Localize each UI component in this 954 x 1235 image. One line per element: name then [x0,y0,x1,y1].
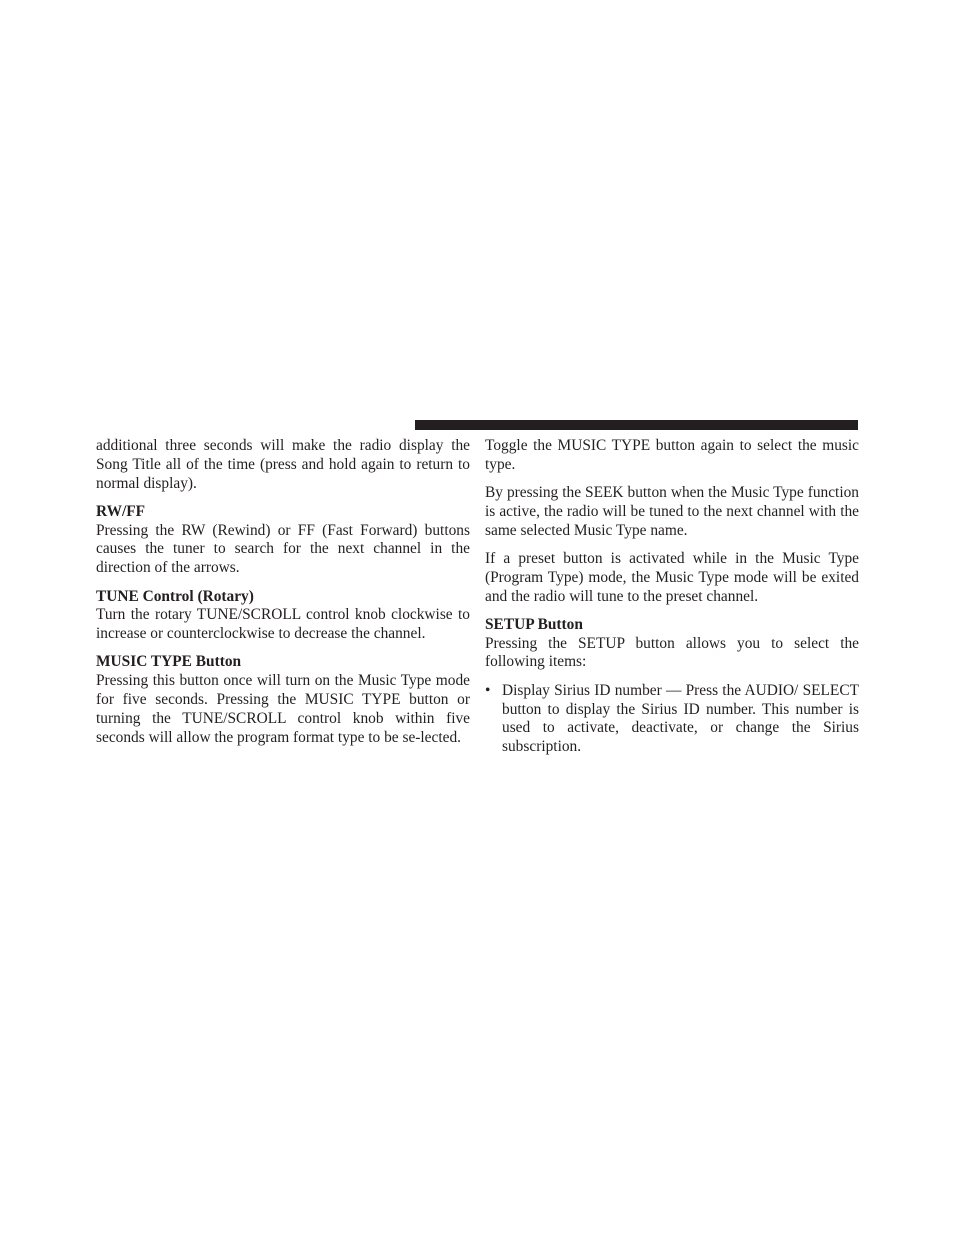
list-item [485,682,859,757]
setup-items-list [485,682,859,757]
section-rw-ff [96,503,470,578]
preset-paragraph: If a preset button is activated while in the Music Type (Program Type) mode, the Music Type mode will be exited and the radio will tune to the preset channel. [485,549,859,605]
section-header-rule [415,420,858,430]
section-heading-music-type: MUSIC TYPE Button [96,653,242,671]
bullet-icon: • [485,681,491,699]
intro-paragraph: additional three seconds will make the radio display the Song Title all of the time (press and hold again to return to normal display). [96,437,470,492]
section-heading-setup-button: SETUP Button [485,615,583,633]
section-heading-tune-control: TUNE Control (Rotary) [96,587,254,605]
section-body-setup-button: Pressing the SETUP button allows you to select the following items: [485,634,859,671]
section-heading-rw-ff: RW/FF [96,502,146,520]
right-column [485,437,859,757]
section-body-rw-ff: Pressing the RW (Rewind) or FF (Fast Forward) buttons causes the tuner to search for the next channel in the direction of the arrows. [96,521,470,577]
toggle-music-type-paragraph: Toggle the MUSIC TYPE button again to select the music type. [485,437,859,473]
section-body-music-type: Pressing this button once will turn on the Music Type mode for five seconds. Pressing the MUSIC TYPE button or turning the TUNE/SCROLL control knob within five seconds will allow the program format type to be se-lected. [96,672,470,746]
left-column [96,437,470,757]
section-music-type [96,653,470,747]
section-body-tune-control: Turn the rotary TUNE/SCROLL control knob clockwise to increase or counterclockwise to decrease the channel. [96,606,470,643]
section-tune-control [96,588,470,644]
seek-paragraph: By pressing the SEEK button when the Music Type function is active, the radio will be tuned to the next channel with the same selected Music Type name. [485,484,859,539]
list-item-text: Display Sirius ID number — Press the AUDIO/ SELECT button to display the Sirius ID number. This number is used to activate, deactivate, or change the Sirius subscription. [502,681,859,756]
section-setup-button [485,616,859,757]
